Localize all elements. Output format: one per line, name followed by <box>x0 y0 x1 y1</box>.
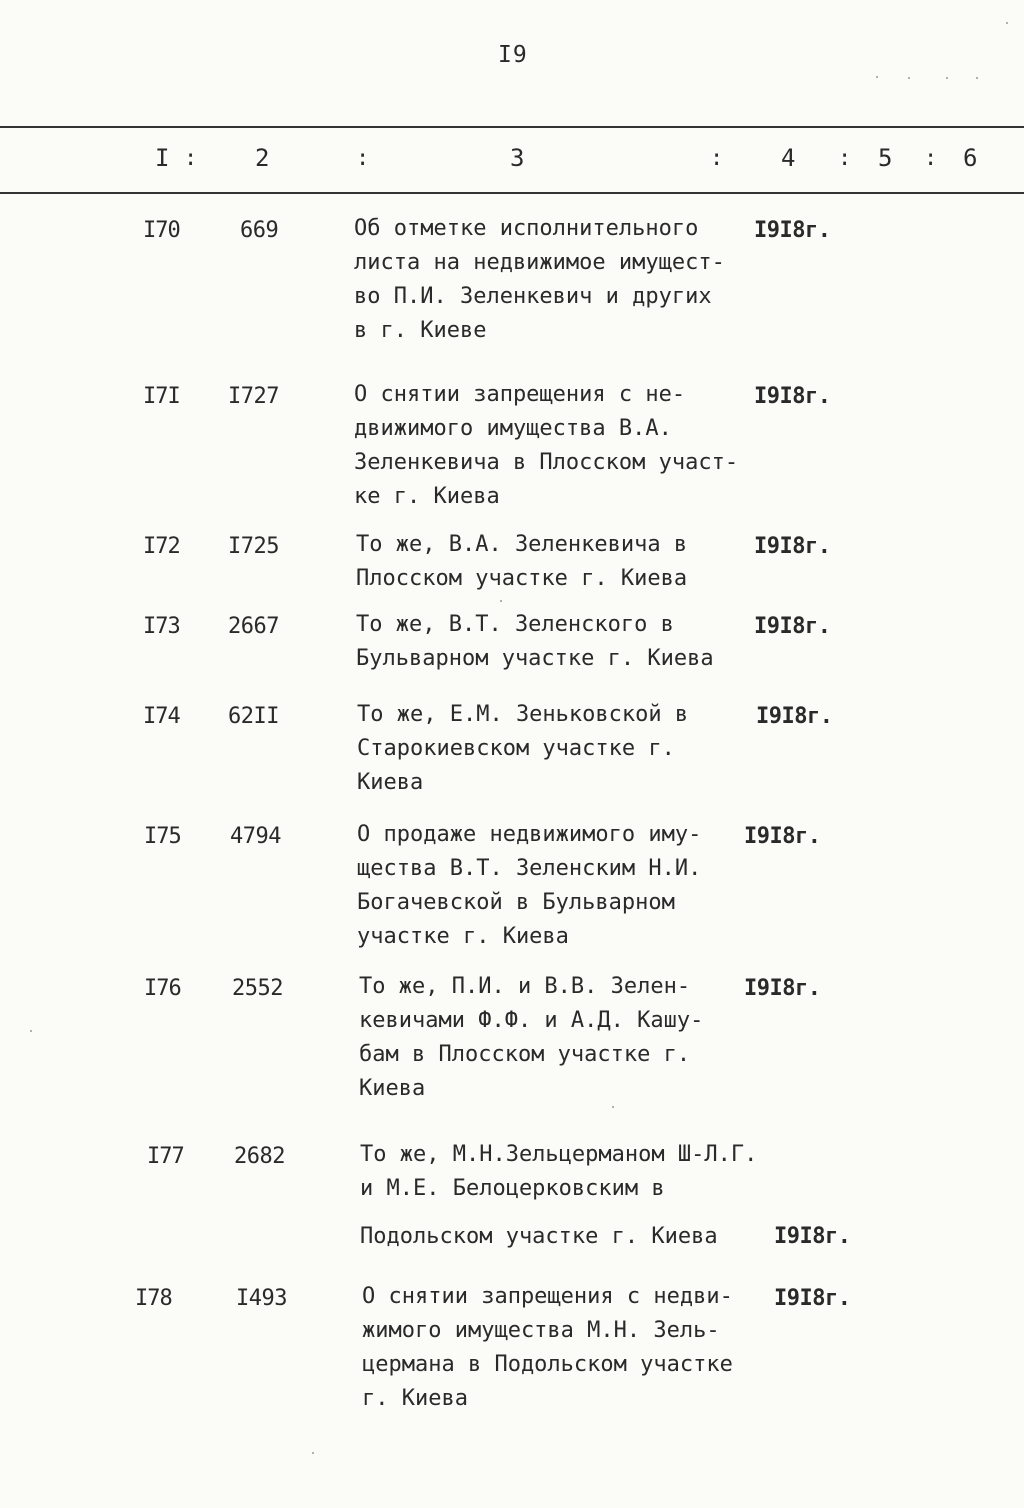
description-line: Об отметке исполнительного <box>354 216 699 241</box>
description-line: То же, П.И. и В.В. Зелен- <box>359 974 691 999</box>
scan-speck <box>976 77 978 79</box>
description-line: То же, Е.М. Зеньковской в <box>357 702 689 727</box>
entry-description <box>356 614 796 676</box>
description-line: в г. Киеве <box>354 318 487 343</box>
entry-number: I75 <box>144 824 181 849</box>
scan-speck <box>876 76 878 78</box>
entry-description <box>357 824 797 954</box>
entry-description-continuation: Подольском участке г. Киева <box>360 1224 718 1249</box>
entry-number: I76 <box>144 976 181 1001</box>
entry-code: 4794 <box>230 824 281 849</box>
entry-description <box>354 218 794 348</box>
description-line: движимого имущества В.А. <box>354 416 672 441</box>
column-header-1: I <box>155 144 170 172</box>
column-separator: : <box>924 146 938 171</box>
entry-number: I74 <box>143 704 180 729</box>
entry-year: I9I8г. <box>754 614 831 639</box>
description-line: жимого имущества М.Н. Зель- <box>362 1318 720 1343</box>
entry-number: I7I <box>143 384 180 409</box>
column-header-5: 5 <box>878 144 893 172</box>
scan-speck <box>946 77 948 79</box>
entry-description <box>360 1144 800 1206</box>
column-header-3: 3 <box>510 144 525 172</box>
scan-speck <box>908 77 910 79</box>
description-line: Старокиевском участке г. <box>357 736 675 761</box>
entry-code: 62II <box>228 704 279 729</box>
description-line: Киева <box>357 770 424 795</box>
entry-description <box>362 1286 802 1416</box>
entry-code: 2667 <box>228 614 279 639</box>
description-line: Плосском участке г. Киева <box>356 566 688 591</box>
entry-number: I72 <box>143 534 180 559</box>
entry-year: I9I8г. <box>774 1224 851 1249</box>
entry-year: I9I8г. <box>754 218 831 243</box>
description-line: То же, В.А. Зеленкевича в <box>356 532 688 557</box>
column-header-6: 6 <box>963 144 978 172</box>
entry-description <box>354 384 794 514</box>
entry-code: I727 <box>228 384 279 409</box>
entry-year: I9I8г. <box>744 824 821 849</box>
entry-code: 2682 <box>234 1144 285 1169</box>
header-top-rule <box>0 126 1024 128</box>
entry-code: 669 <box>240 218 279 243</box>
description-line: Киева <box>359 1076 426 1101</box>
description-line: щества В.Т. Зеленским Н.И. <box>357 856 702 881</box>
entry-number: I78 <box>135 1286 172 1311</box>
column-separator: : <box>838 146 852 171</box>
column-separator: : <box>356 146 370 171</box>
description-line: Бульварном участке г. Киева <box>356 646 714 671</box>
entry-code: I493 <box>236 1286 287 1311</box>
entry-number: I77 <box>147 1144 184 1169</box>
entry-code: 2552 <box>232 976 283 1001</box>
page-number: I9 <box>498 42 528 68</box>
entry-year: I9I8г. <box>754 384 831 409</box>
description-line: цермана в Подольском участке <box>362 1352 733 1377</box>
entry-year: I9I8г. <box>754 534 831 559</box>
column-separator: : <box>710 146 724 171</box>
column-separator: : <box>184 146 198 171</box>
description-line: О снятии запрещения с не- <box>354 382 686 407</box>
scan-speck <box>30 1030 32 1032</box>
description-line: ке г. Киева <box>354 484 500 509</box>
description-line: и М.Е. Белоцерковским в <box>360 1176 665 1201</box>
description-line: г. Киева <box>362 1386 468 1411</box>
column-header-4: 4 <box>781 144 796 172</box>
entry-number: I70 <box>143 218 180 243</box>
column-header-2: 2 <box>255 144 270 172</box>
entry-description <box>356 534 796 596</box>
description-line: Богачевской в Бульварном <box>357 890 675 915</box>
description-line: листа на недвижимое имущест- <box>354 250 725 275</box>
description-line: участке г. Киева <box>357 924 569 949</box>
scan-speck <box>612 1106 614 1108</box>
description-line: То же, М.Н.Зельцерманом Ш-Л.Г. <box>360 1142 758 1167</box>
scan-speck <box>312 1452 314 1454</box>
description-line: бам в Плосском участке г. <box>359 1042 691 1067</box>
description-line: О снятии запрещения с недви- <box>362 1284 733 1309</box>
scan-speck <box>1006 22 1008 24</box>
entry-year: I9I8г. <box>744 976 821 1001</box>
entry-year: I9I8г. <box>756 704 833 729</box>
entry-number: I73 <box>143 614 180 639</box>
entry-description <box>359 976 799 1106</box>
entry-code: I725 <box>228 534 279 559</box>
description-line: кевичами Ф.Ф. и А.Д. Кашу- <box>359 1008 704 1033</box>
scan-speck <box>500 600 502 602</box>
header-bottom-rule <box>0 192 1024 194</box>
description-line: О продаже недвижимого иму- <box>357 822 702 847</box>
entry-description <box>357 704 797 800</box>
description-line: То же, В.Т. Зеленского в <box>356 612 674 637</box>
entry-year: I9I8г. <box>774 1286 851 1311</box>
description-line: во П.И. Зеленкевич и других <box>354 284 712 309</box>
description-line: Зеленкевича в Плосском участ- <box>354 450 739 475</box>
